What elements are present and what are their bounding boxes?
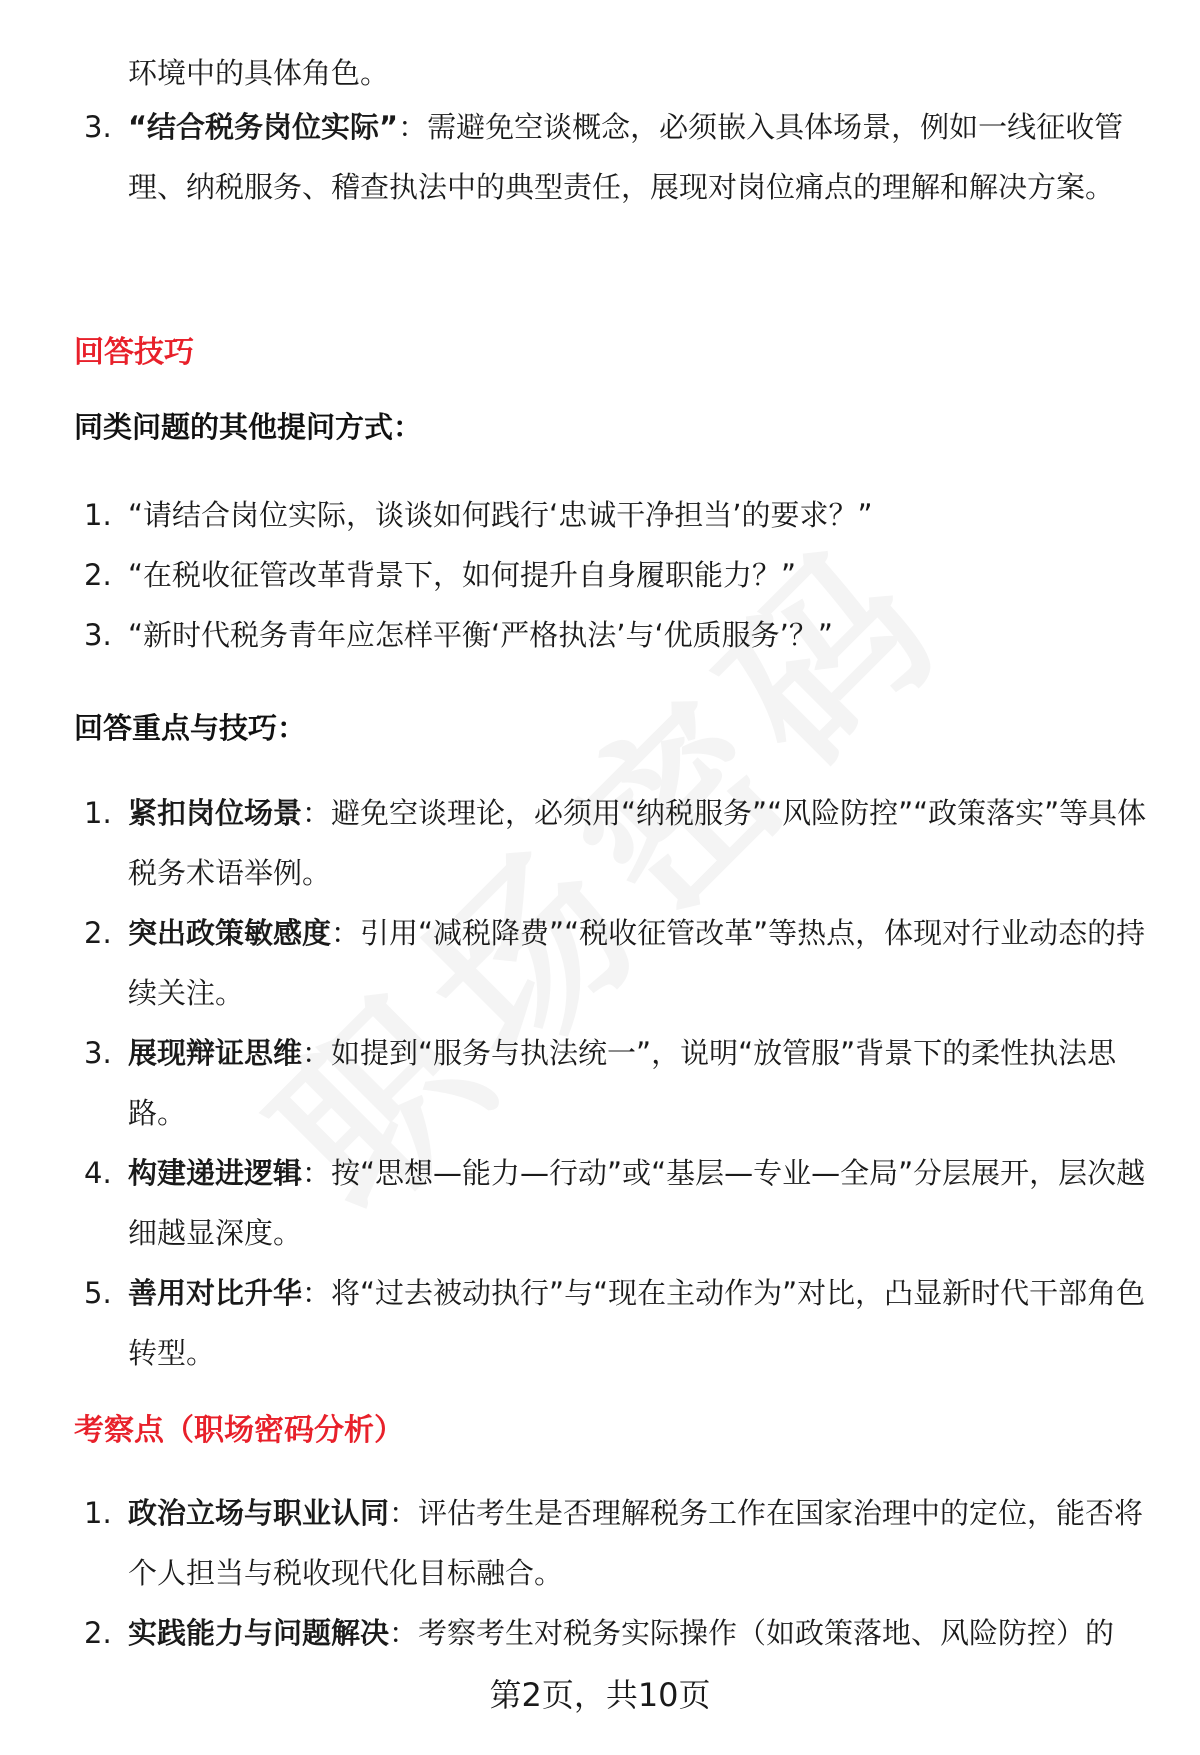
list-item-body: ：按“思想—能力—行动”或“基层—专业—全局”分层展开，层次越细越显深度。	[128, 1156, 1146, 1250]
list-number: 3.	[84, 1036, 112, 1070]
list-item-title: 善用对比升华	[128, 1276, 303, 1310]
list-item-body: ：考察考生对税务实际操作（如政策落地、风险防控）的	[389, 1616, 1115, 1650]
list-item-title: “结合税务岗位实际”	[128, 110, 399, 144]
list-item-title: 展现辩证思维	[128, 1036, 303, 1070]
list-text	[128, 1263, 1148, 1383]
list-number: 2.	[84, 1616, 112, 1650]
list-item-title: 突出政策敏感度	[128, 916, 332, 950]
list-number: 5.	[84, 1276, 112, 1310]
list-item-title: 政治立场与职业认同	[128, 1496, 390, 1530]
list-text	[128, 783, 1148, 903]
page-footer: 第2页，共10页	[489, 1676, 711, 1714]
section-title-answer-tips: 回答技巧	[74, 335, 194, 370]
section-title-assessment-points: 考察点（职场密码分析）	[74, 1413, 404, 1448]
list-number: 4.	[84, 1156, 112, 1190]
list-number: 1.	[84, 1496, 112, 1530]
list-text: “在税收征管改革背景下，如何提升自身履职能力？”	[128, 558, 797, 592]
intro-tail-text: 环境中的具体角色。	[128, 56, 390, 90]
list-number: 1.	[84, 498, 112, 532]
subheading-similar-questions: 同类问题的其他提问方式：	[74, 410, 423, 444]
list-text	[128, 1483, 1148, 1603]
list-item-body: ：将“过去被动执行”与“现在主动作为”对比，凸显新时代干部角色转型。	[128, 1276, 1146, 1370]
list-text	[128, 1603, 1148, 1663]
list-item-title: 实践能力与问题解决	[128, 1616, 390, 1650]
list-text	[128, 97, 1148, 217]
list-number: 1.	[84, 796, 112, 830]
list-text: “新时代税务青年应怎样平衡‘严格执法’与‘优质服务’？”	[128, 618, 833, 652]
list-text: “请结合岗位实际，谈谈如何践行‘忠诚干净担当’的要求？”	[128, 498, 873, 532]
list-item-body: ：需避免空谈概念，必须嵌入具体场景，例如一线征收管理、纳税服务、稽查执法中的典型责任，展现对岗位痛点的理解和解决方案。	[128, 110, 1124, 204]
list-number: 3.	[84, 110, 112, 144]
list-item-body: ：避免空谈理论，必须用“纳税服务”“风险防控”“政策落实”等具体税务术语举例。	[128, 796, 1147, 890]
list-item-body: ：评估考生是否理解税务工作在国家治理中的定位，能否将个人担当与税收现代化目标融合。	[128, 1496, 1144, 1590]
list-item-body: ：如提到“服务与执法统一”，说明“放管服”背景下的柔性执法思路。	[128, 1036, 1117, 1130]
list-item-title: 紧扣岗位场景	[128, 796, 303, 830]
list-text	[128, 1023, 1148, 1143]
list-item-title: 构建递进逻辑	[128, 1156, 303, 1190]
list-number: 3.	[84, 618, 112, 652]
subheading-focus: 回答重点与技巧：	[74, 711, 307, 745]
list-number: 2.	[84, 558, 112, 592]
list-number: 2.	[84, 916, 112, 950]
list-item-body: ：引用“减税降费”“税收征管改革”等热点，体现对行业动态的持续关注。	[128, 916, 1146, 1010]
list-text	[128, 903, 1148, 1023]
list-text	[128, 1143, 1148, 1263]
